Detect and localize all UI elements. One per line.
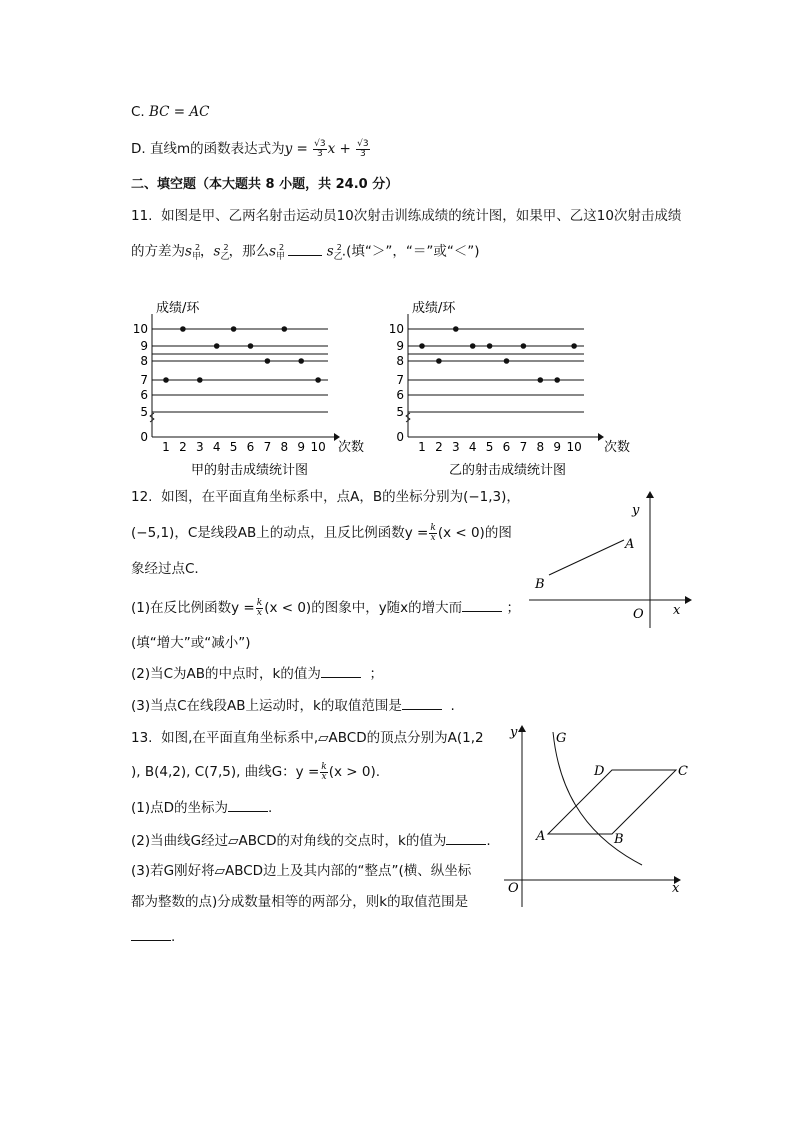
- label-b: B: [535, 577, 545, 592]
- x-tick-label: 1: [418, 440, 426, 454]
- x-axis-arrow: [685, 596, 692, 604]
- label-y: y: [510, 725, 518, 740]
- answer-blank[interactable]: [446, 830, 486, 845]
- x-tick-label: 1: [162, 440, 170, 454]
- data-point: [571, 343, 577, 349]
- q13-part3-line3: .: [131, 926, 175, 947]
- data-point: [163, 377, 169, 383]
- chart-jia-caption: 甲的射击成绩统计图: [191, 463, 309, 478]
- axis-break: [150, 413, 154, 422]
- q12-part1-hint: (填“增大”或“减小”): [131, 635, 251, 651]
- q12-line1: 12. 如图，在平面直角坐标系中，点A，B的坐标分别为(−1,3)，: [131, 489, 520, 505]
- y-tick-label: 9: [140, 339, 148, 353]
- label-y: y: [632, 503, 640, 518]
- y-tick-label: 0: [140, 430, 148, 444]
- x-tick-label: 9: [297, 440, 306, 454]
- chart-yi: [384, 292, 639, 482]
- parallelogram-abcd: [548, 770, 676, 834]
- y-tick-label: 0: [396, 430, 404, 444]
- label-c: C: [678, 764, 688, 779]
- chart-yi-caption: 乙的射击成绩统计图: [449, 463, 567, 478]
- x-tick-label: 7: [263, 440, 272, 454]
- answer-blank[interactable]: [402, 695, 442, 710]
- y-axis-arrow: [646, 491, 654, 498]
- y-tick-label: 5: [140, 405, 148, 419]
- x-tick-label: 4: [468, 440, 477, 454]
- y-tick-label: 10: [388, 322, 404, 336]
- q11-line1: 11. 如图是甲、乙两名射击运动员10次射击训练成绩的统计图，如果甲、乙这10次射击成绩: [131, 208, 682, 224]
- x-tick-label: 4: [212, 440, 221, 454]
- x-tick-label: 8: [280, 440, 289, 454]
- chart-jia-xlabel: 次数: [338, 440, 365, 455]
- option-d: D. 直线m的函数表达式为y = $\frac{√3}{3}$ x + $\frac{√3}{3}$: [131, 138, 369, 159]
- data-point: [453, 326, 459, 332]
- x-tick-label: 9: [553, 440, 562, 454]
- x-tick-label: 6: [502, 440, 511, 454]
- data-point: [315, 377, 321, 383]
- data-point: [487, 343, 493, 349]
- label-o: O: [508, 881, 519, 896]
- q13-part3-line1: (3)若G刚好将▱ABCD边上及其内部的“整点”(横、纵坐标: [131, 863, 472, 879]
- x-tick-label: 7: [519, 440, 528, 454]
- x-tick-label: 5: [485, 440, 494, 454]
- data-point: [265, 358, 271, 364]
- x-tick-label: 6: [246, 440, 255, 454]
- curve-g: [553, 732, 642, 865]
- chart-jia-ylabel: 成绩/环: [156, 301, 200, 316]
- q12-line2: (−5,1)，C是线段AB上的动点，且反比例函数y = $\frac{k}{x}$ (x < 0)的图: [131, 522, 512, 543]
- label-b: B: [614, 832, 624, 847]
- y-axis-arrow: [518, 725, 526, 732]
- q12-figure: [525, 488, 695, 633]
- y-tick-label: 9: [396, 339, 404, 353]
- answer-blank[interactable]: [321, 663, 361, 678]
- q13-part1: (1)点D的坐标为 .: [131, 797, 272, 818]
- answer-blank[interactable]: [462, 597, 502, 612]
- data-point: [248, 343, 254, 349]
- y-tick-label: 8: [396, 354, 404, 368]
- q13-figure: [500, 722, 700, 910]
- label-x: x: [672, 881, 680, 896]
- q12-part2: (2)当C为AB的中点时，k的值为 ；: [131, 663, 383, 684]
- x-tick-label: 10: [310, 440, 326, 454]
- answer-blank[interactable]: [288, 241, 322, 256]
- y-tick-label: 8: [140, 354, 148, 368]
- option-c-expr: BC = AC: [149, 104, 210, 120]
- q13-part3-line2: 都为整数的点)分成数量相等的两部分，则k的取值范围是: [131, 894, 469, 910]
- data-point: [521, 343, 527, 349]
- label-g: G: [556, 731, 567, 746]
- q11-line2: 的方差为$s_甲^2$，$s_乙^2$，那么$s_甲^2$ $s_乙^2$.(填“＞”，“＝”或“＜”): [131, 238, 480, 267]
- fraction-sqrt3-over-3: $\frac{√3}{3}$: [314, 138, 326, 159]
- y-tick-label: 6: [396, 388, 404, 402]
- data-point: [504, 358, 510, 364]
- label-d: D: [594, 764, 605, 779]
- data-point: [436, 358, 442, 364]
- data-point: [538, 377, 544, 383]
- x-tick-label: 3: [195, 440, 204, 454]
- axis-break: [406, 413, 410, 422]
- label-x: x: [673, 603, 681, 618]
- chart-yi-xlabel: 次数: [604, 440, 631, 455]
- data-point: [298, 358, 304, 364]
- q12-part3: (3)当点C在线段AB上运动时，k的取值范围是 .: [131, 695, 455, 716]
- segment-ab: [549, 540, 624, 575]
- y-tick-label: 7: [396, 373, 404, 387]
- data-point: [419, 343, 425, 349]
- label-o: O: [633, 607, 644, 622]
- y-tick-label: 10: [132, 322, 148, 336]
- data-point: [214, 343, 220, 349]
- chart-yi-ylabel: 成绩/环: [412, 301, 456, 316]
- x-tick-label: 10: [566, 440, 582, 454]
- q13-line2: ), B(4,2), C(7,5), 曲线G：y = $\frac{k}{x}$ (x > 0).: [131, 761, 381, 782]
- chart-jia: [128, 292, 368, 482]
- answer-blank[interactable]: [228, 797, 268, 812]
- x-tick-label: 5: [229, 440, 238, 454]
- section-heading: 二、填空题（本大题共 8 小题，共 24.0 分）: [131, 177, 399, 192]
- fraction-sqrt3-over-3-b: $\frac{√3}{3}$: [357, 138, 369, 159]
- x-tick-label: 8: [536, 440, 545, 454]
- x-tick-label: 2: [435, 440, 443, 454]
- data-point: [554, 377, 560, 383]
- answer-blank[interactable]: [131, 926, 171, 941]
- data-point: [197, 377, 203, 383]
- q13-part2: (2)当曲线G经过▱ABCD的对角线的交点时，k的值为 .: [131, 830, 491, 851]
- x-tick-label: 2: [179, 440, 187, 454]
- data-point: [282, 326, 288, 332]
- y-tick-label: 5: [396, 405, 404, 419]
- data-point: [470, 343, 476, 349]
- x-tick-label: 3: [451, 440, 460, 454]
- q12-line3: 象经过点C.: [131, 561, 199, 577]
- q12-part1: (1)在反比例函数y = $\frac{k}{x}$ (x < 0)的图象中，y随x的增大而 ；: [131, 597, 520, 618]
- y-tick-label: 6: [140, 388, 148, 402]
- option-c: C. BC = AC: [131, 104, 210, 120]
- label-a: A: [625, 537, 635, 552]
- q13-line1: 13. 如图,在平面直角坐标系中,▱ABCD的顶点分别为A(1,2: [131, 730, 484, 746]
- label-a: A: [536, 829, 546, 844]
- data-point: [231, 326, 237, 332]
- y-tick-label: 7: [140, 373, 148, 387]
- data-point: [180, 326, 186, 332]
